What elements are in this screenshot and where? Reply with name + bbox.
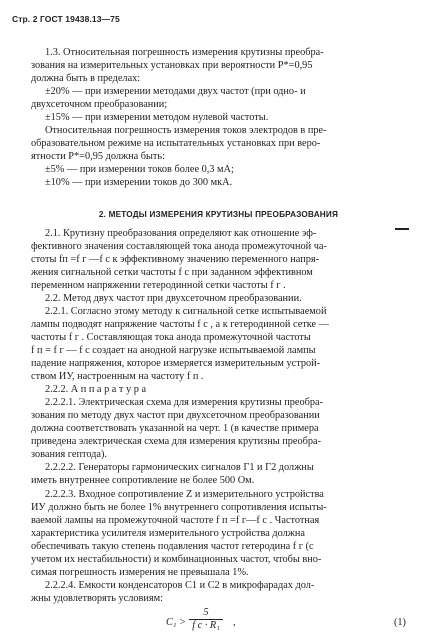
tolerance-list <box>31 85 406 124</box>
text-line: ±15% — при измерении методом нулевой частоты. <box>45 112 269 124</box>
paragraph-relative-error <box>31 124 406 189</box>
text-line: ваемой лампы на промежуточной частоте f п =f г—f с . Частотная <box>31 514 320 526</box>
text-line: ±20% — при измерении методами двух частот (при одно- и <box>45 86 306 98</box>
formula-number: (1) <box>393 616 406 628</box>
text-line: обеспечивать такую степень подавления частот гетеродина f г (с <box>31 540 314 552</box>
paragraph-2-2-2: 2.2.2. А п п а р а т у р а <box>45 384 147 396</box>
paragraph-2-2: 2.2. Метод двух частот при двухсеточном преобразовании. <box>45 292 302 304</box>
text-line: должна быть в пределах: <box>31 73 141 85</box>
formula-comma: , <box>233 616 236 628</box>
text-line: зования гептода). <box>31 449 107 461</box>
text-line: f п = f г — f с создает на анодной нагрузке испытываемой лампы <box>31 344 316 356</box>
formula-fraction <box>189 607 223 632</box>
section-heading: 2. МЕТОДЫ ИЗМЕРЕНИЯ КРУТИЗНЫ ПРЕОБРАЗОВАНИЯ <box>98 209 339 219</box>
text-line: симая погрешность измерения не превышала 1%. <box>31 566 249 578</box>
text-line: 2.2.2.3. Входное сопротивление Z и измерительного устройства <box>45 488 324 500</box>
text-line: 2.2.2.2. Генераторы гармонических сигналов Г1 и Г2 должны <box>45 462 314 474</box>
document-body <box>31 46 406 637</box>
formula-1 <box>31 607 406 637</box>
paragraph-1-3 <box>31 46 406 85</box>
paragraph-2-1 <box>31 227 406 292</box>
text-line: падение напряжения, которое измеряется измерительным устрой- <box>31 358 321 370</box>
text-line: частоты f г . Составляющая тока анода промежуточной частоты <box>31 331 311 343</box>
paragraph-2-2-2-1 <box>31 396 406 461</box>
text-line: Относительная погрешность измерения токов электродов в пре- <box>45 125 327 137</box>
text-line: учетом их нестабильности) и комбинационных частот, чтобы вно- <box>31 553 322 565</box>
text-line: образовательном режиме на испытательных установках при веро- <box>31 138 321 150</box>
page-header: Стр. 2 ГОСТ 19438.13—75 <box>12 14 120 24</box>
text-line: зования по методу двух частот при двухсеточном преобразовании <box>31 410 320 422</box>
formula-denominator: f с · R₁ <box>192 619 220 631</box>
text-line: зования на измерительных установках при вероятности P*=0,95 <box>31 60 313 72</box>
text-line: 2.2.2.4. Емкости конденсаторов C1 и C2 в микрофарадах дол- <box>45 579 315 591</box>
text-line: жны удовлетворять условиям: <box>31 592 164 604</box>
text-line: ±5% — при измерении токов более 0,3 мА; <box>45 164 234 176</box>
text-line: фективного значения составляющей тока анода промежуточной ча- <box>31 240 327 252</box>
text-line: иметь внутреннее сопротивление не более 500 Ом. <box>31 475 255 487</box>
paragraph-2-2-2-3 <box>31 488 406 579</box>
formula-lhs: C₁ > <box>166 616 186 628</box>
text-line: переменном напряжении гетеродинной сетки частоты f г . <box>31 279 286 291</box>
text-line: 2.2.2.1. Электрическая схема для измерения крутизны преобра- <box>45 397 324 409</box>
text-line: 2.2.1. Согласно этому методу к сигнальной сетке испытываемой <box>45 305 327 317</box>
paragraph-2-2-2-4 <box>31 579 406 605</box>
text-line: лампы подводят напряжение частоты f с , а к гетеродинной сетке — <box>31 318 329 330</box>
text-line: 2.1. Крутизну преобразования определяют как отношение эф- <box>45 227 317 239</box>
text-line: стоты fп =f г —f с к эффективному значению переменного напря- <box>31 253 320 265</box>
text-line: характеристика усилителя измерительного устройства должна <box>31 527 305 539</box>
text-line: ИУ должно быть не более 1% внутреннего сопротивления испыты- <box>31 501 327 513</box>
text-line: жения сигнальной сетки частоты f с при заданном эффективном <box>31 266 313 278</box>
text-line: ством ИУ, настроенным на частоту f п . <box>31 371 204 383</box>
paragraph-2-2-1 <box>31 305 406 383</box>
text-line: двухсеточном преобразовании; <box>31 99 168 111</box>
formula-numerator: 5 <box>189 607 223 620</box>
paragraph-2-2-2-2 <box>31 461 406 487</box>
text-line: ятности P*=0,95 должна быть: <box>31 151 165 163</box>
text-line: 1.3. Относительная погрешность измерения крутизны преобра- <box>45 47 324 58</box>
text-line: ±10% — при измерении токов до 300 мкА. <box>45 177 233 189</box>
text-line: должна соответствовать указанной на черт. 1 (в качестве примера <box>31 423 319 435</box>
text-line: приведена электрическая схема для измерения крутизны преобра- <box>31 436 322 448</box>
